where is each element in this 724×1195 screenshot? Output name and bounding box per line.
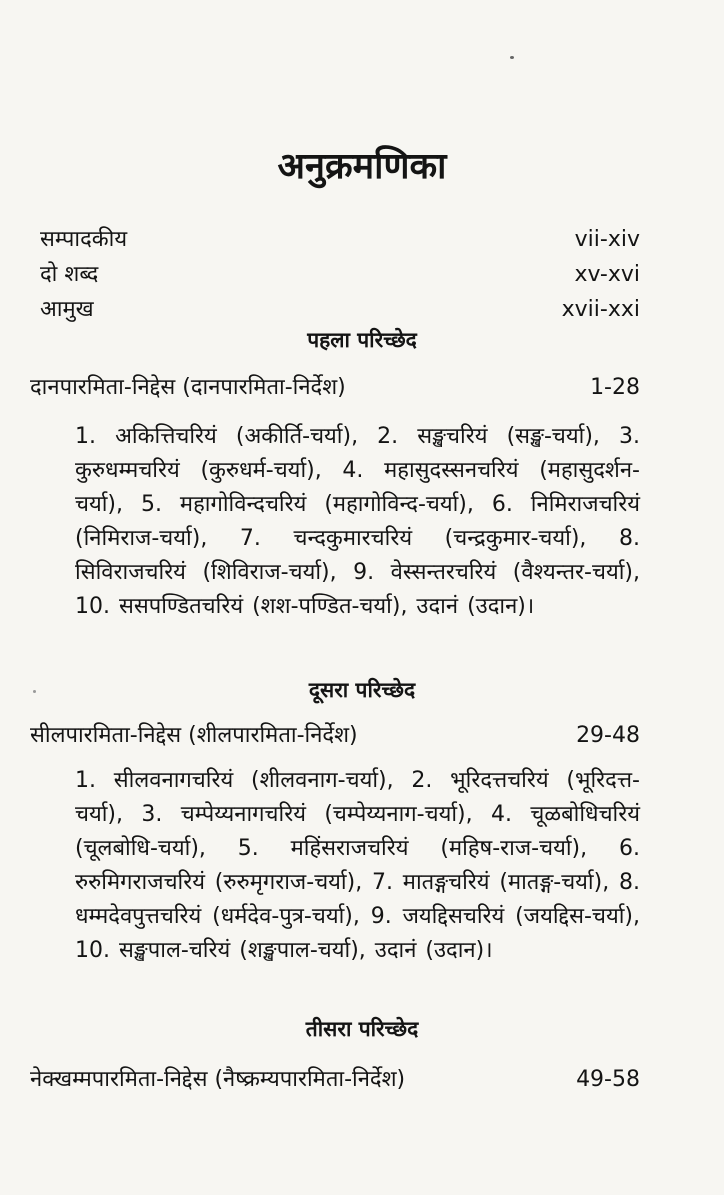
chapter-entry	[30, 1064, 640, 1096]
front-matter-label: आमुख	[40, 297, 94, 322]
front-matter-list	[40, 222, 640, 327]
chapter-items: 1. सीलवनागचरियं (शीलवनाग-चर्या), 2. भूरिदत्तचरियं (भूरिदत्त-चर्या), 3. चम्पेय्यनागचरियं (चम्पेय्यनाग-चर्या), 4. चूळबोधिचरियं (चूलबोधि-चर्या), 5. महिंसराजचरियं (महिष-राज-चर्या), 6. रुरुमिगराजचरियं (रुरुमृगराज-चर्या), 7. मातङ्गचरियं (मातङ्ग-चर्या), 8. धम्मदेवपुत्तचरियं (धर्मदेव-पुत्र-चर्या), 9. जयद्दिसचरियं (जयद्दिस-चर्या), 10. सङ्खपाल-चरियं (शङ्खपाल-चर्या), उदानं (उदान)।	[75, 768, 640, 963]
chapter-heading: तीसरा परिच्छेद	[305, 1017, 419, 1041]
chapter-entry	[30, 372, 640, 404]
front-matter-pages: xvii-xxi	[561, 297, 640, 322]
front-matter-label: सम्पादकीय	[40, 227, 128, 252]
chapter-heading: पहला परिच्छेद	[307, 328, 417, 352]
front-matter-row	[40, 292, 640, 327]
chapter-entry-title: नेक्खम्मपारमिता-निद्देस (नैष्क्रम्यपारमिता-निर्देश)	[30, 1067, 406, 1092]
print-speck	[510, 56, 514, 59]
front-matter-pages: vii-xiv	[574, 227, 640, 252]
chapter-entry-title: सीलपारमिता-निद्देस (शीलपारमिता-निर्देश)	[30, 723, 358, 748]
front-matter-row	[40, 257, 640, 292]
chapter-entry-title: दानपारमिता-निद्देस (दानपारमिता-निर्देश)	[30, 375, 346, 400]
chapter-entry	[30, 720, 640, 752]
front-matter-row	[40, 222, 640, 257]
page-title: अनुक्रमणिका	[277, 146, 447, 187]
front-matter-label: दो शब्द	[40, 262, 99, 287]
chapter-entry-pages: 1-28	[590, 375, 640, 400]
chapter-entry-pages: 29-48	[576, 723, 640, 748]
chapter-entry-pages: 49-58	[576, 1067, 640, 1092]
chapter-items: 1. अकित्तिचरियं (अकीर्ति-चर्या), 2. सङ्खचरियं (सङ्ख-चर्या), 3. कुरुधम्मचरियं (कुरुधर्म-चर्या), 4. महासुदस्सनचरियं (महासुदर्शन-चर्या), 5. महागोविन्दचरियं (महागोविन्द-चर्या), 6. निमिराजचरियं (निमिराज-चर्या), 7. चन्दकुमारचरियं (चन्द्रकुमार-चर्या), 8. सिविराजचरियं (शिविराज-चर्या), 9. वेस्सन्तरचरियं (वैश्यन्तर-चर्या), 10. ससपण्डितचरियं (शश-पण्डित-चर्या), उदानं (उदान)।	[75, 424, 640, 619]
front-matter-pages: xv-xvi	[574, 262, 640, 287]
chapter-heading: दूसरा परिच्छेद	[308, 678, 416, 702]
